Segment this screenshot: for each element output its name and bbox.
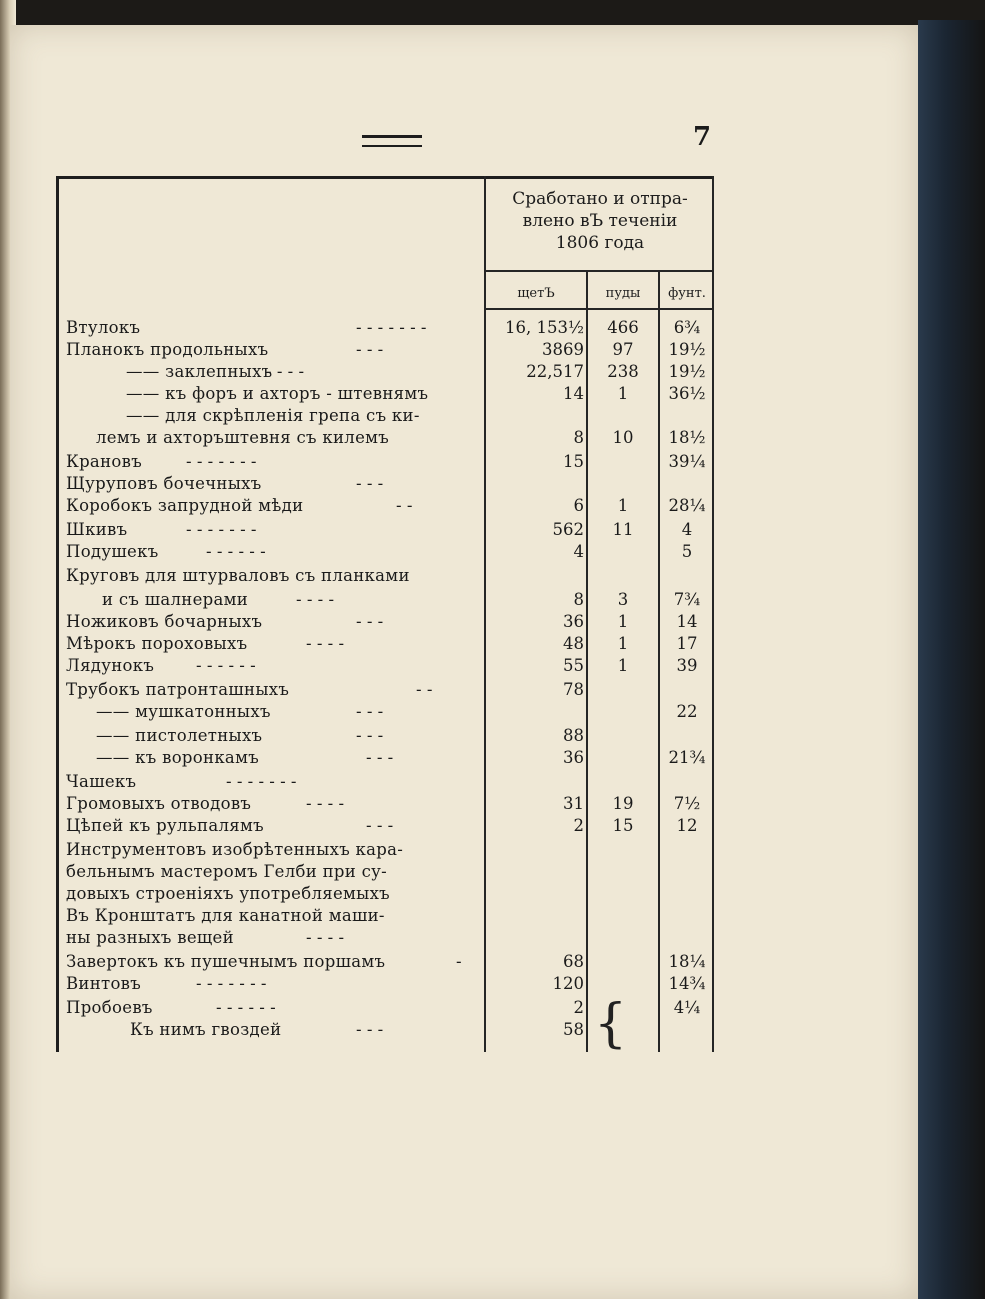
cell-pounds: 22 — [676, 702, 698, 721]
row-leader-dashes: - - - - — [306, 928, 345, 947]
table-row — [66, 542, 726, 564]
row-leader-dashes: - - - - - - — [206, 542, 266, 561]
row-label: —— пистолетныхъ — [96, 726, 263, 745]
cell-pounds: 19½ — [668, 340, 706, 359]
cell-poods: 238 — [607, 362, 639, 381]
cell-pounds: 14 — [676, 612, 698, 631]
cell-poods: 15 — [612, 816, 634, 835]
row-label: Инструментовъ изобрѣтенныхъ кара- — [66, 840, 404, 859]
table-row — [66, 928, 726, 950]
table-row — [66, 520, 726, 542]
curly-brace-mark: { — [594, 994, 628, 1054]
row-label: Къ нимъ гвоздей — [130, 1020, 282, 1039]
cell-poods: 3 — [617, 590, 629, 609]
row-leader-dashes: - - — [416, 680, 433, 699]
row-leader-dashes: - - - — [356, 1020, 384, 1039]
column-header-pounds: фунт. — [668, 286, 706, 301]
row-leader-dashes: - - - - - - - — [186, 520, 257, 539]
row-label: Трубокъ патронташныхъ — [66, 680, 290, 699]
cell-pounds: 7½ — [673, 794, 701, 813]
cell-pieces: 3869 — [542, 340, 584, 359]
cell-pounds: 19½ — [668, 362, 706, 381]
cell-pieces: 31 — [563, 794, 584, 813]
table-row — [66, 656, 726, 678]
cell-pieces: 36 — [563, 748, 584, 767]
page-number: 7 — [693, 122, 712, 152]
table-row — [66, 428, 726, 450]
row-leader-dashes: - - - — [356, 726, 384, 745]
table-row — [66, 566, 726, 588]
row-label: —— заклепныхъ — [126, 362, 273, 381]
cell-poods: 1 — [617, 656, 629, 675]
row-label: ны разныхъ вещей — [66, 928, 234, 947]
cell-pieces: 22,517 — [526, 362, 584, 381]
row-label: —— къ воронкамъ — [96, 748, 259, 767]
table-header — [486, 188, 714, 254]
table-row — [66, 612, 726, 634]
header-ornament-rule — [362, 135, 422, 147]
table-left-border — [56, 176, 59, 1052]
cell-pounds: 21¾ — [668, 748, 706, 767]
table-header-line: 1806 года — [555, 233, 645, 253]
row-label: Винтовъ — [66, 974, 142, 993]
table-row — [66, 452, 726, 474]
row-label: Крановъ — [66, 452, 142, 471]
table-row — [66, 840, 726, 862]
cell-pounds: 39¼ — [668, 452, 706, 471]
row-label: Чашекъ — [66, 772, 137, 791]
cell-poods: 19 — [612, 794, 634, 813]
row-leader-dashes: - - - - - - - — [356, 318, 427, 337]
cell-pieces: 16, 153½ — [505, 318, 584, 337]
column-header-poods: пуды — [605, 286, 641, 301]
row-label: Ножиковъ бочарныхъ — [66, 612, 263, 631]
cell-pounds: 18½ — [668, 428, 706, 447]
table-header-separator — [484, 270, 714, 272]
row-label: Круговъ для штурваловъ съ планками — [66, 566, 410, 585]
table-colhead-separator — [484, 308, 714, 310]
row-leader-dashes: - - - - — [306, 634, 345, 653]
table-row — [66, 794, 726, 816]
table-row — [66, 340, 726, 362]
table-row — [66, 384, 726, 406]
table-row — [66, 772, 726, 794]
cell-pieces: 55 — [563, 656, 584, 675]
cell-pieces: 4 — [573, 542, 584, 561]
row-label: Шкивъ — [66, 520, 128, 539]
cell-pieces: 6 — [573, 496, 584, 515]
cell-pieces: 8 — [573, 428, 584, 447]
table-row — [66, 590, 726, 612]
cell-pounds: 6¾ — [673, 318, 701, 337]
cell-poods: 466 — [607, 318, 639, 337]
row-leader-dashes: - - - — [356, 474, 384, 493]
row-label: Лядунокъ — [66, 656, 155, 675]
row-label: —— для скрѣпленія грепа съ ки- — [126, 406, 420, 425]
row-label: Завертокъ къ пушечнымъ поршамъ — [66, 952, 386, 971]
row-leader-dashes: - - - — [366, 816, 394, 835]
row-label: Пробоевъ — [66, 998, 153, 1017]
cell-poods: 1 — [617, 496, 629, 515]
row-leader-dashes: - - - - — [306, 794, 345, 813]
cell-poods: 1 — [617, 612, 629, 631]
table-row — [66, 318, 726, 340]
cell-poods: 1 — [617, 634, 629, 653]
table-row — [66, 680, 726, 702]
table-header-line: влено вЪ теченіи — [522, 211, 678, 231]
row-label: Подушекъ — [66, 542, 159, 561]
row-leader-dashes: - - - — [356, 340, 384, 359]
row-label: Щуруповъ бочечныхъ — [66, 474, 262, 493]
table-row — [66, 474, 726, 496]
cell-pieces: 36 — [563, 612, 584, 631]
row-leader-dashes: - - - - - - - — [196, 974, 267, 993]
row-label: Цѣпей къ рульпалямъ — [66, 816, 264, 835]
cell-poods: 11 — [612, 520, 634, 539]
row-leader-dashes: - - — [396, 496, 413, 515]
row-label: Коробокъ запрудной мѣди — [66, 496, 304, 515]
cell-pounds: 5 — [681, 542, 693, 561]
table-row — [66, 406, 726, 428]
cell-pieces: 78 — [563, 680, 584, 699]
table-row — [66, 748, 726, 770]
row-label: Въ Кронштатъ для канатной маши- — [66, 906, 385, 925]
table-row — [66, 634, 726, 656]
row-leader-dashes: - - - - — [296, 590, 335, 609]
cell-pounds: 7¾ — [673, 590, 701, 609]
row-leader-dashes: - - - - - - — [196, 656, 256, 675]
cell-pieces: 48 — [563, 634, 584, 653]
table-row — [66, 702, 726, 724]
row-leader-dashes: - - - — [356, 612, 384, 631]
row-label: Втулокъ — [66, 318, 141, 337]
table-row — [66, 816, 726, 838]
row-label: Мѣрокъ пороховыхъ — [66, 634, 248, 653]
row-leader-dashes: - - - - — [266, 362, 305, 381]
cell-pieces: 8 — [573, 590, 584, 609]
table-row — [66, 496, 726, 518]
row-label: —— къ форъ и ахторъ - штевнямъ — [126, 384, 429, 403]
cell-pounds: 18¼ — [668, 952, 706, 971]
cell-pounds: 12 — [676, 816, 698, 835]
row-leader-dashes: - - - - - - — [216, 998, 276, 1017]
cell-pieces: 58 — [563, 1020, 584, 1039]
column-header-pieces: щетЪ — [517, 286, 555, 301]
cell-pounds: 28¼ — [668, 496, 706, 515]
row-label: —— мушкатонныхъ — [96, 702, 271, 721]
row-label: довыхъ строеніяхъ употребляемыхъ — [66, 884, 390, 903]
cell-pieces: 68 — [563, 952, 584, 971]
cell-pieces: 562 — [552, 520, 584, 539]
row-leader-dashes: - - - — [356, 702, 384, 721]
table-header-line: Сработано и отпра- — [512, 189, 688, 209]
table-row — [66, 974, 726, 996]
row-leader-dashes: - - - — [366, 748, 394, 767]
cell-pieces: 2 — [573, 998, 584, 1017]
cell-poods: 1 — [617, 384, 629, 403]
cell-pieces: 2 — [573, 816, 584, 835]
cell-pounds: 4 — [681, 520, 693, 539]
row-label: Громовыхъ отводовъ — [66, 794, 252, 813]
cell-pounds: 4¼ — [673, 998, 701, 1017]
row-leader-dashes: - - - - - - - — [226, 772, 297, 791]
table-row — [66, 726, 726, 748]
cell-poods: 10 — [612, 428, 634, 447]
row-leader-dashes: - — [456, 952, 462, 971]
table-row — [66, 884, 726, 906]
table-row — [66, 362, 726, 384]
cell-pounds: 17 — [676, 634, 698, 653]
book-cover-edge — [918, 20, 985, 1299]
cell-pieces: 88 — [563, 726, 584, 745]
table-row — [66, 906, 726, 928]
cell-pieces: 15 — [563, 452, 584, 471]
row-label: и съ шалнерами — [102, 590, 249, 609]
row-leader-dashes: - - - - - - - — [186, 452, 257, 471]
table-row — [66, 862, 726, 884]
cell-pieces: 120 — [552, 974, 584, 993]
cell-pieces: 14 — [563, 384, 584, 403]
cell-pounds: 39 — [676, 656, 698, 675]
row-label: Планокъ продольныхъ — [66, 340, 269, 359]
cell-pounds: 36½ — [668, 384, 706, 403]
cell-pounds: 14¾ — [668, 974, 706, 993]
row-label: бельнымъ мастеромъ Гелби при су- — [66, 862, 388, 881]
table-row — [66, 952, 726, 974]
row-label: лемъ и ахторъштевня съ килемъ — [96, 428, 390, 447]
cell-poods: 97 — [612, 340, 634, 359]
table-top-border — [56, 176, 714, 179]
